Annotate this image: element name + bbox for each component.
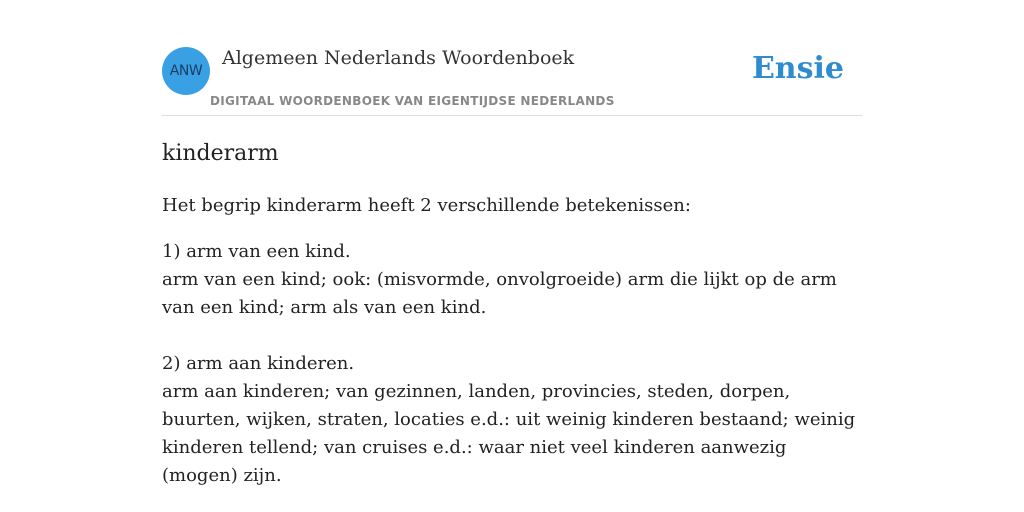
meaning-item: [162, 350, 862, 490]
meaning-definition: arm van een kind; ook: (misvormde, onvolgroeide) arm die lijkt op de arm van een kind; arm als van een kind.: [162, 269, 837, 318]
entry-intro: Het begrip kinderarm heeft 2 verschillende betekenissen:: [162, 195, 691, 216]
anw-logo-icon[interactable]: [162, 47, 210, 95]
logo-text: ANW: [169, 63, 203, 79]
site-subtitle: DIGITAAL WOORDENBOEK VAN EIGENTIJDSE NEDERLANDS: [210, 94, 615, 108]
meaning-definition: arm aan kinderen; van gezinnen, landen, provincies, steden, dorpen, buurten, wijken, straten, locaties e.d.: uit weinig kinderen bestaand; weinig kinderen tellend; van cruises e.d.: waar niet veel kinderen aanwezig (mogen) zijn.: [162, 381, 856, 486]
site-title[interactable]: Algemeen Nederlands Woordenboek: [222, 47, 575, 69]
meaning-item: [162, 238, 862, 322]
meaning-heading: 1) arm van een kind.: [162, 241, 351, 262]
brand-logo[interactable]: Ensie: [751, 51, 844, 86]
site-header: [162, 47, 862, 116]
meaning-heading: 2) arm aan kinderen.: [162, 353, 355, 374]
page-title: kinderarm: [162, 141, 279, 166]
entry-content: [162, 140, 862, 490]
